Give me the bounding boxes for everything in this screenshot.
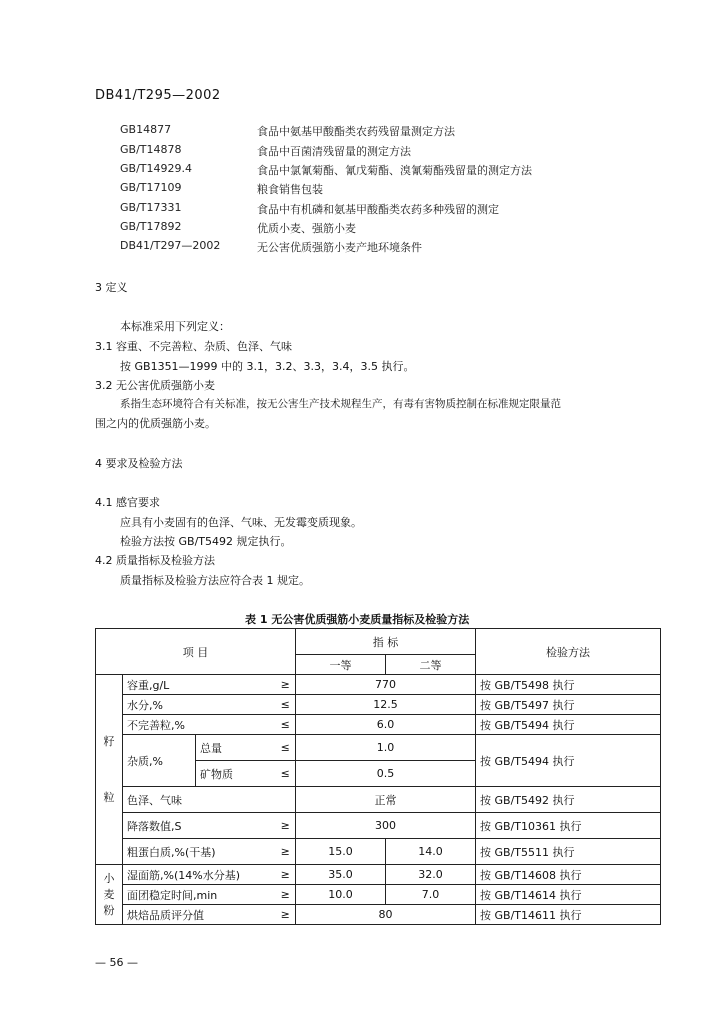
paragraph: 系指生态环境符合有关标准，按无公害生产技术规程生产，有毒有害物质控制在标准规定限量范 bbox=[120, 398, 561, 410]
paragraph: 质量指标及检验方法应符合表 1 规定。 bbox=[120, 574, 310, 587]
row-relation: ≤ bbox=[276, 761, 296, 787]
group-grain: 籽 粒 bbox=[96, 675, 123, 865]
row-item: 杂质,% bbox=[123, 735, 196, 787]
ref-title: 粮食销售包装 bbox=[257, 183, 323, 196]
row-method: 按 GB/T5494 执行 bbox=[476, 715, 661, 735]
section-heading: 4 要求及检验方法 bbox=[95, 457, 183, 470]
row-value: 770 bbox=[296, 675, 476, 695]
row-relation: ≤ bbox=[276, 715, 296, 735]
quality-table bbox=[95, 628, 661, 925]
row-value: 正常 bbox=[296, 787, 476, 813]
row-relation: ≤ bbox=[276, 735, 296, 761]
row-relation bbox=[276, 787, 296, 813]
row-method: 按 GB/T14614 执行 bbox=[476, 885, 661, 905]
ref-title: 优质小麦、强筋小麦 bbox=[257, 222, 356, 235]
section-heading: 3 定义 bbox=[95, 281, 128, 294]
header-grade1: 一等 bbox=[296, 655, 386, 675]
row-subitem: 总量 bbox=[196, 735, 276, 761]
row-item: 色泽、气味 bbox=[123, 787, 276, 813]
paragraph: 应具有小麦固有的色泽、气味、无发霉变质现象。 bbox=[120, 516, 362, 529]
row-item: 不完善粒,% bbox=[123, 715, 276, 735]
row-relation: ≥ bbox=[276, 885, 296, 905]
row-method: 按 GB/T14608 执行 bbox=[476, 865, 661, 885]
ref-code: GB/T14929.4 bbox=[120, 162, 192, 175]
ref-code: GB14877 bbox=[120, 123, 172, 136]
row-value: 1.0 bbox=[296, 735, 476, 761]
header-method: 检验方法 bbox=[476, 629, 661, 675]
row-item: 烘焙品质评分值 bbox=[123, 905, 276, 925]
row-item: 面团稳定时间,min bbox=[123, 885, 276, 905]
table-title: 表 1 无公害优质强筋小麦质量指标及检验方法 bbox=[245, 613, 470, 626]
row-value-grade2: 32.0 bbox=[386, 865, 476, 885]
row-method: 按 GB/T5492 执行 bbox=[476, 787, 661, 813]
paragraph: 本标准采用下列定义： bbox=[120, 320, 230, 333]
row-method: 按 GB/T5497 执行 bbox=[476, 695, 661, 715]
row-method: 按 GB/T14611 执行 bbox=[476, 905, 661, 925]
ref-title: 食品中氨基甲酸酯类农药残留量测定方法 bbox=[257, 125, 455, 138]
ref-code: GB/T17892 bbox=[120, 220, 182, 233]
paragraph: 围之内的优质强筋小麦。 bbox=[95, 417, 216, 430]
header-item: 项 目 bbox=[96, 629, 296, 675]
row-relation: ≥ bbox=[276, 905, 296, 925]
row-value-grade1: 15.0 bbox=[296, 839, 386, 865]
ref-code: GB/T17331 bbox=[120, 201, 182, 214]
subsection-heading: 4.1 感官要求 bbox=[95, 496, 160, 509]
row-value: 0.5 bbox=[296, 761, 476, 787]
ref-title: 食品中氯氰菊酯、氰戊菊酯、溴氰菊酯残留量的测定方法 bbox=[257, 164, 532, 177]
row-value-grade1: 10.0 bbox=[296, 885, 386, 905]
row-value-grade2: 14.0 bbox=[386, 839, 476, 865]
row-item: 容重,g/L bbox=[123, 675, 276, 695]
ref-code: GB/T14878 bbox=[120, 143, 182, 156]
group-flour: 小 麦 粉 bbox=[96, 865, 123, 925]
row-relation: ≤ bbox=[276, 695, 296, 715]
row-subitem: 矿物质 bbox=[196, 761, 276, 787]
row-method: 按 GB/T10361 执行 bbox=[476, 813, 661, 839]
paragraph: 检验方法按 GB/T5492 规定执行。 bbox=[120, 535, 292, 548]
subsection-heading: 4.2 质量指标及检验方法 bbox=[95, 554, 215, 567]
row-value-grade2: 7.0 bbox=[386, 885, 476, 905]
row-relation: ≥ bbox=[276, 675, 296, 695]
row-value: 80 bbox=[296, 905, 476, 925]
row-relation: ≥ bbox=[276, 865, 296, 885]
row-relation: ≥ bbox=[276, 839, 296, 865]
ref-title: 食品中有机磷和氨基甲酸酯类农药多种残留的测定 bbox=[257, 203, 499, 216]
ref-code: GB/T17109 bbox=[120, 181, 182, 194]
page-number: — 56 — bbox=[95, 956, 138, 969]
subsection-heading: 3.1 容重、不完善粒、杂质、色泽、气味 bbox=[95, 340, 292, 353]
row-value: 300 bbox=[296, 813, 476, 839]
ref-code: DB41/T297—2002 bbox=[120, 239, 221, 252]
paragraph: 按 GB1351—1999 中的 3.1，3.2、3.3，3.4，3.5 执行。 bbox=[120, 360, 415, 373]
row-value-grade1: 35.0 bbox=[296, 865, 386, 885]
row-method: 按 GB/T5494 执行 bbox=[476, 735, 661, 787]
row-method: 按 GB/T5498 执行 bbox=[476, 675, 661, 695]
row-relation: ≥ bbox=[276, 813, 296, 839]
ref-title: 无公害优质强筋小麦产地环境条件 bbox=[257, 241, 422, 254]
row-value: 12.5 bbox=[296, 695, 476, 715]
row-item: 湿面筋,%(14%水分基) bbox=[123, 865, 276, 885]
row-item: 水分,% bbox=[123, 695, 276, 715]
header-index: 指 标 bbox=[296, 629, 476, 655]
row-method: 按 GB/T5511 执行 bbox=[476, 839, 661, 865]
header-grade2: 二等 bbox=[386, 655, 476, 675]
document-code: DB41/T295—2002 bbox=[95, 88, 221, 103]
ref-title: 食品中百菌清残留量的测定方法 bbox=[257, 145, 411, 158]
row-item: 降落数值,S bbox=[123, 813, 276, 839]
row-item: 粗蛋白质,%(干基) bbox=[123, 839, 276, 865]
row-value: 6.0 bbox=[296, 715, 476, 735]
subsection-heading: 3.2 无公害优质强筋小麦 bbox=[95, 379, 215, 392]
